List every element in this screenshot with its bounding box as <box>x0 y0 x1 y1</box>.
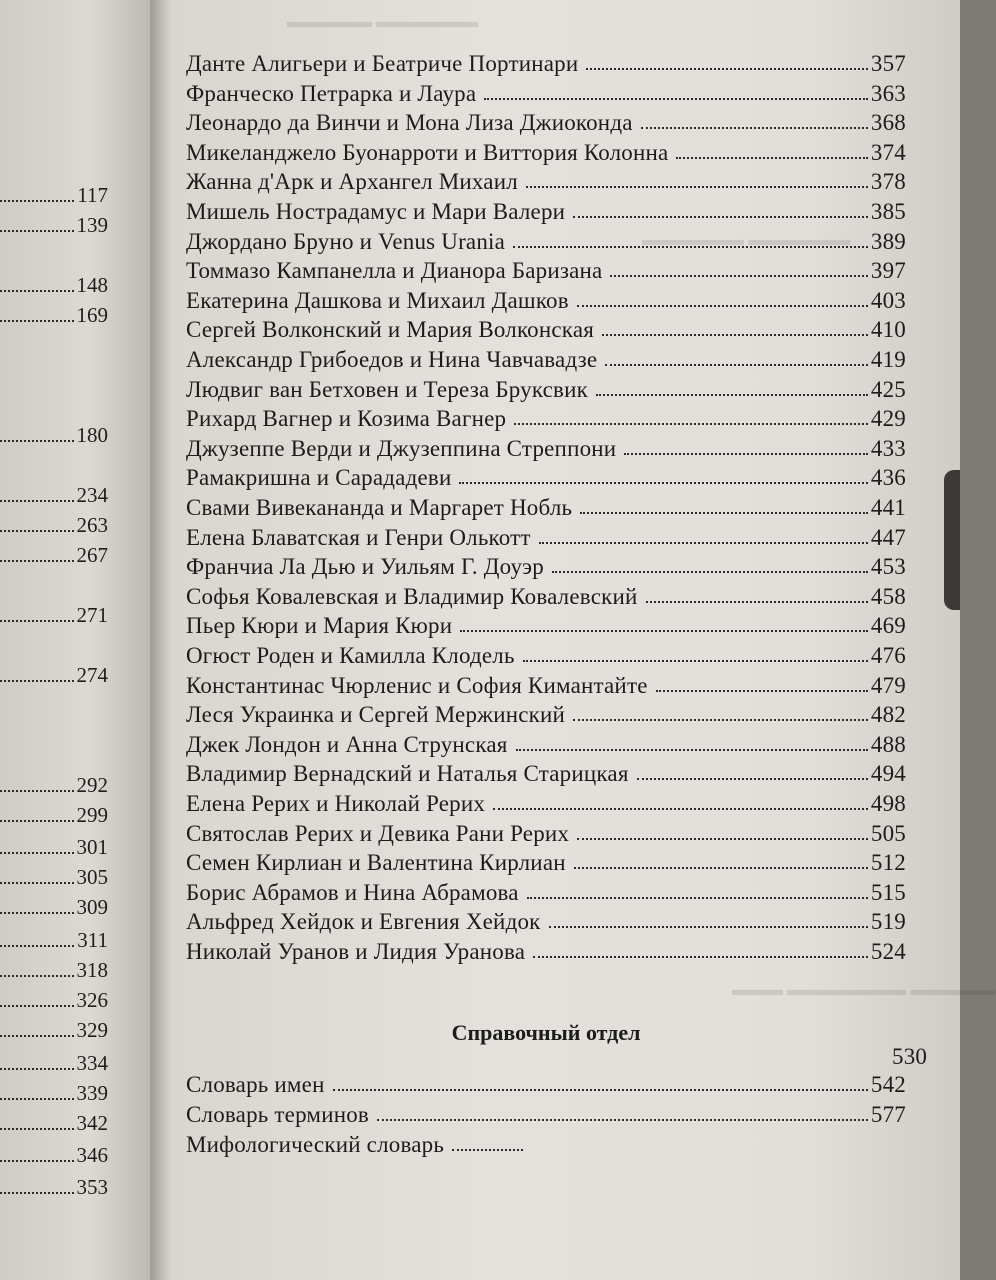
dot-leader <box>552 571 868 573</box>
dot-leader <box>377 1119 868 1121</box>
dot-leader <box>0 620 74 622</box>
toc-page-number: 469 <box>870 613 906 639</box>
left-page-entry <box>0 862 108 890</box>
toc-page-number: 530 <box>892 1044 928 1069</box>
toc-entry <box>186 136 906 166</box>
toc-page-number: 429 <box>870 406 906 432</box>
left-page-number: 339 <box>76 1081 108 1105</box>
toc-entry <box>186 47 906 77</box>
reference-page-number: 577 <box>870 1102 906 1127</box>
toc-entry-title: Семен Кирлиан и Валентина Кирлиан <box>186 850 566 876</box>
toc-page-number: 374 <box>870 139 906 165</box>
dot-leader <box>0 530 74 532</box>
toc-page-number: 519 <box>870 909 906 935</box>
toc-entry <box>186 669 906 699</box>
toc-page-number: 397 <box>870 258 906 284</box>
left-page-number: 169 <box>76 303 108 327</box>
toc-entry <box>186 580 906 610</box>
toc-entry <box>186 550 906 580</box>
left-page-entry <box>0 1140 108 1168</box>
dot-leader <box>0 912 74 914</box>
dot-leader <box>460 630 868 632</box>
book-gutter <box>150 0 172 1280</box>
toc-entry-title: Рихард Вагнер и Козима Вагнер <box>186 406 507 432</box>
left-page-entry <box>0 1172 108 1200</box>
toc-entry-title: Данте Алигьери и Беатриче Портинари <box>186 51 579 76</box>
dot-leader <box>577 305 868 307</box>
bleed-through-text: ▬▬▬ ▬▬▬▬▬▬▬ ▬▬▬▬▬ <box>732 980 996 999</box>
section-heading: Справочный отдел <box>451 1020 641 1045</box>
dot-leader <box>0 820 74 822</box>
left-page-entry <box>0 270 108 298</box>
left-page-number: 299 <box>76 803 108 827</box>
toc-page-number: 419 <box>870 347 906 372</box>
left-page-number: 271 <box>76 603 108 627</box>
toc-entry-title: Николай Уранов и Лидия Уранова <box>186 939 526 964</box>
dot-leader <box>0 1192 74 1194</box>
toc-entry <box>186 698 906 728</box>
toc-page-number: 479 <box>870 672 906 698</box>
dot-leader <box>0 1160 74 1162</box>
reference-entry-title: Мифологический словарь <box>186 1132 445 1157</box>
dot-leader <box>0 440 74 442</box>
left-page-number: 148 <box>76 273 108 297</box>
dot-leader <box>602 334 868 336</box>
toc-entry-title: Софья Ковалевская и Владимир Ковалевский <box>186 583 638 609</box>
toc-page-number: 476 <box>870 643 906 668</box>
toc-entry-title: Екатерина Дашкова и Михаил Дашков <box>186 287 569 313</box>
dot-leader <box>0 945 74 947</box>
toc-entry <box>186 817 906 847</box>
left-page-entry <box>0 832 108 860</box>
left-page-entry <box>0 660 108 688</box>
toc-entry <box>186 728 906 758</box>
dot-leader <box>526 186 868 188</box>
toc-entry-title: Жанна д'Арк и Архангел Михаил <box>186 169 518 195</box>
bleed-through-text: ▬▬▬▬▬ ▬▬▬▬▬▬ <box>287 12 479 31</box>
dot-leader <box>574 867 868 869</box>
left-page-number: 329 <box>76 1018 108 1042</box>
toc-page-number: 441 <box>870 495 906 520</box>
dot-leader <box>676 157 867 159</box>
dot-leader <box>0 500 74 502</box>
dot-leader <box>573 216 868 218</box>
toc-page-number: 494 <box>870 761 906 787</box>
left-page-entry <box>0 1015 108 1043</box>
reference-section-page <box>892 1040 942 1070</box>
toc-entry-title: Леся Украинка и Сергей Мержинский <box>186 702 566 728</box>
toc-entry <box>186 432 906 462</box>
toc-entry-title: Франчиа Ла Дью и Уильям Г. Доуэр <box>186 554 544 580</box>
right-page <box>172 0 996 1280</box>
toc-entry <box>186 935 906 965</box>
dot-leader <box>0 320 74 322</box>
toc-page-number: 482 <box>870 702 906 728</box>
toc-page-number: 357 <box>870 51 906 76</box>
toc-page-number: 498 <box>870 791 906 816</box>
dot-leader <box>459 482 867 484</box>
dot-leader <box>516 749 868 751</box>
left-page-entry <box>0 1048 108 1076</box>
toc-entry <box>186 876 906 906</box>
dot-leader <box>605 364 868 366</box>
toc-page-number: 410 <box>870 317 906 343</box>
toc-entry <box>186 254 906 284</box>
toc-entry <box>186 787 906 817</box>
dot-leader <box>493 808 868 810</box>
toc-entry <box>186 195 906 225</box>
toc-page-number: 447 <box>870 524 906 550</box>
left-page-number: 292 <box>76 773 108 797</box>
toc-entry-title: Святослав Рерих и Девика Рани Рерих <box>186 820 570 846</box>
dot-leader <box>641 127 868 129</box>
toc-entry-title: Александр Грибоедов и Нина Чавчавадзе <box>186 347 598 372</box>
dot-leader <box>452 1149 523 1151</box>
left-page-number: 263 <box>76 513 108 537</box>
toc-page-number: 458 <box>870 583 906 609</box>
toc-entry-title: Джек Лондон и Анна Струнская <box>186 731 508 757</box>
dot-leader <box>624 453 868 455</box>
toc-entry <box>186 846 906 876</box>
reference-entry <box>186 1128 526 1158</box>
left-page-entry <box>0 600 108 628</box>
toc-page-number: 389 <box>870 228 906 254</box>
dot-leader <box>533 956 868 958</box>
toc-entry <box>186 402 906 432</box>
toc-entry-title: Леонардо да Винчи и Мона Лиза Джиоконда <box>186 110 633 136</box>
toc-page-number: 378 <box>870 169 906 195</box>
toc-entry-title: Борис Абрамов и Нина Абрамова <box>186 879 519 905</box>
left-page-number: 234 <box>76 483 108 507</box>
toc-page-number: 363 <box>870 80 906 106</box>
toc-entry <box>186 491 906 521</box>
left-page-entry <box>0 210 108 238</box>
toc-entry <box>186 77 906 107</box>
dot-leader <box>596 394 868 396</box>
dot-leader <box>0 1005 74 1007</box>
toc-page-number: 425 <box>870 376 906 402</box>
dot-leader <box>0 790 74 792</box>
left-page-number: 267 <box>76 543 108 567</box>
dot-leader <box>333 1089 868 1091</box>
dot-leader <box>580 512 868 514</box>
left-page-number: 305 <box>76 865 108 889</box>
toc-entry-title: Константинас Чюрленис и София Кимантайте <box>186 672 648 698</box>
toc-entry <box>186 284 906 314</box>
toc-entry <box>186 461 906 491</box>
toc-page-number: 403 <box>870 287 906 313</box>
toc-entry-title: Свами Вивекананда и Маргарет Нобль <box>186 495 573 520</box>
dot-leader <box>514 423 868 425</box>
left-page-entry <box>0 800 108 828</box>
toc-page-number: 436 <box>870 465 906 491</box>
toc-entry <box>186 343 906 373</box>
reference-entry-title: Словарь терминов <box>186 1102 369 1127</box>
dot-leader <box>0 1128 74 1130</box>
dot-leader <box>539 542 868 544</box>
left-page-entry <box>0 300 108 328</box>
dot-leader <box>0 975 74 977</box>
toc-page-number: 385 <box>870 199 906 224</box>
left-page-entry <box>0 180 108 208</box>
left-page-number: 309 <box>76 895 108 919</box>
reference-page-number: 542 <box>870 1072 906 1097</box>
dot-leader <box>573 719 868 721</box>
left-page-entry <box>0 420 108 448</box>
toc-entry <box>186 521 906 551</box>
toc-entry <box>186 905 906 935</box>
left-page-entry <box>0 1108 108 1136</box>
left-page-number: 301 <box>76 835 108 859</box>
toc-page-number: 505 <box>870 820 906 846</box>
left-page-number: 139 <box>76 213 108 237</box>
dot-leader <box>549 926 868 928</box>
left-page-entry <box>0 480 108 508</box>
dot-leader <box>0 1098 74 1100</box>
dot-leader <box>577 838 868 840</box>
toc-entry-title: Пьер Кюри и Мария Кюри <box>186 613 453 639</box>
left-page <box>0 0 150 1280</box>
left-page-number: 274 <box>76 663 108 687</box>
reference-entry <box>186 1068 906 1098</box>
toc-entry-title: Микеланджело Буонарроти и Виттория Колонна <box>186 139 669 165</box>
reference-entry-title: Словарь имен <box>186 1072 325 1097</box>
left-page-number: 346 <box>76 1143 108 1167</box>
dot-leader <box>586 68 868 70</box>
toc-page-number: 512 <box>870 850 906 876</box>
toc-entry-title: Джордано Бруно и Venus Urania <box>186 228 506 254</box>
dot-leader <box>646 601 868 603</box>
toc-entry-title: Томмазо Кампанелла и Дианора Баризана <box>186 258 603 284</box>
left-page-number: 311 <box>77 928 108 952</box>
toc-page-number: 453 <box>870 554 906 580</box>
toc-entry <box>186 757 906 787</box>
left-page-entry <box>0 1078 108 1106</box>
left-page-entry <box>0 770 108 798</box>
dot-leader <box>0 290 74 292</box>
toc-entry <box>186 225 906 255</box>
dot-leader <box>527 897 868 899</box>
toc-page-number: 433 <box>870 435 906 461</box>
dot-leader <box>0 1035 74 1037</box>
toc-entry-title: Огюст Роден и Камилла Клодель <box>186 643 515 668</box>
dot-leader <box>637 778 868 780</box>
toc-entry-title: Джузеппе Верди и Джузеппина Стреппони <box>186 435 617 461</box>
toc-entry-title: Владимир Вернадский и Наталья Старицкая <box>186 761 629 787</box>
toc-page-number: 368 <box>870 110 906 136</box>
reference-entry <box>186 1098 906 1128</box>
bleed-through-text: ▬▬▬▬▬▬ ▬▬▬▬▬▬ <box>642 230 851 249</box>
dot-leader <box>0 230 74 232</box>
toc-page-number: 524 <box>870 939 906 964</box>
left-page-number: 180 <box>76 423 108 447</box>
left-page-entry <box>0 985 108 1013</box>
left-page-number: 318 <box>76 958 108 982</box>
dot-leader <box>656 690 868 692</box>
page-edge <box>944 470 960 610</box>
toc-entry-title: Елена Блаватская и Генри Олькотт <box>186 524 531 550</box>
dot-leader <box>484 98 868 100</box>
left-page-number: 326 <box>76 988 108 1012</box>
left-page-entry <box>0 510 108 538</box>
toc-entry-title: Альфред Хейдок и Евгения Хейдок <box>186 909 541 935</box>
toc-entry <box>186 106 906 136</box>
left-page-number: 334 <box>76 1051 108 1075</box>
toc-entry-title: Елена Рерих и Николай Рерих <box>186 791 486 816</box>
dot-leader <box>0 852 74 854</box>
toc-page-number: 488 <box>870 731 906 757</box>
left-page-entry <box>0 925 108 953</box>
dot-leader <box>0 680 74 682</box>
toc-entry <box>186 373 906 403</box>
toc-entry <box>186 609 906 639</box>
toc-page-number: 515 <box>870 879 906 905</box>
left-page-number: 117 <box>77 183 108 207</box>
dot-leader <box>0 1068 74 1070</box>
toc-entry-title: Людвиг ван Бетховен и Тереза Бруксвик <box>186 376 589 402</box>
toc-entry <box>186 165 906 195</box>
left-page-number: 353 <box>76 1175 108 1199</box>
toc-entry <box>186 639 906 669</box>
toc-entry-title: Рамакришна и Сарададеви <box>186 465 452 491</box>
dot-leader <box>513 246 868 248</box>
toc-entry <box>186 313 906 343</box>
left-page-entry <box>0 892 108 920</box>
toc-entry-title: Сергей Волконский и Мария Волконская <box>186 317 595 343</box>
dot-leader <box>523 660 868 662</box>
toc-entry-title: Мишель Нострадамус и Мари Валери <box>186 199 566 224</box>
toc-entry-title: Франческо Петрарка и Лаура <box>186 80 477 106</box>
dot-leader <box>610 275 867 277</box>
dot-leader <box>0 200 74 202</box>
dot-leader <box>0 882 74 884</box>
left-page-entry <box>0 540 108 568</box>
left-page-number: 342 <box>76 1111 108 1135</box>
dot-leader <box>0 560 74 562</box>
left-page-entry <box>0 955 108 983</box>
